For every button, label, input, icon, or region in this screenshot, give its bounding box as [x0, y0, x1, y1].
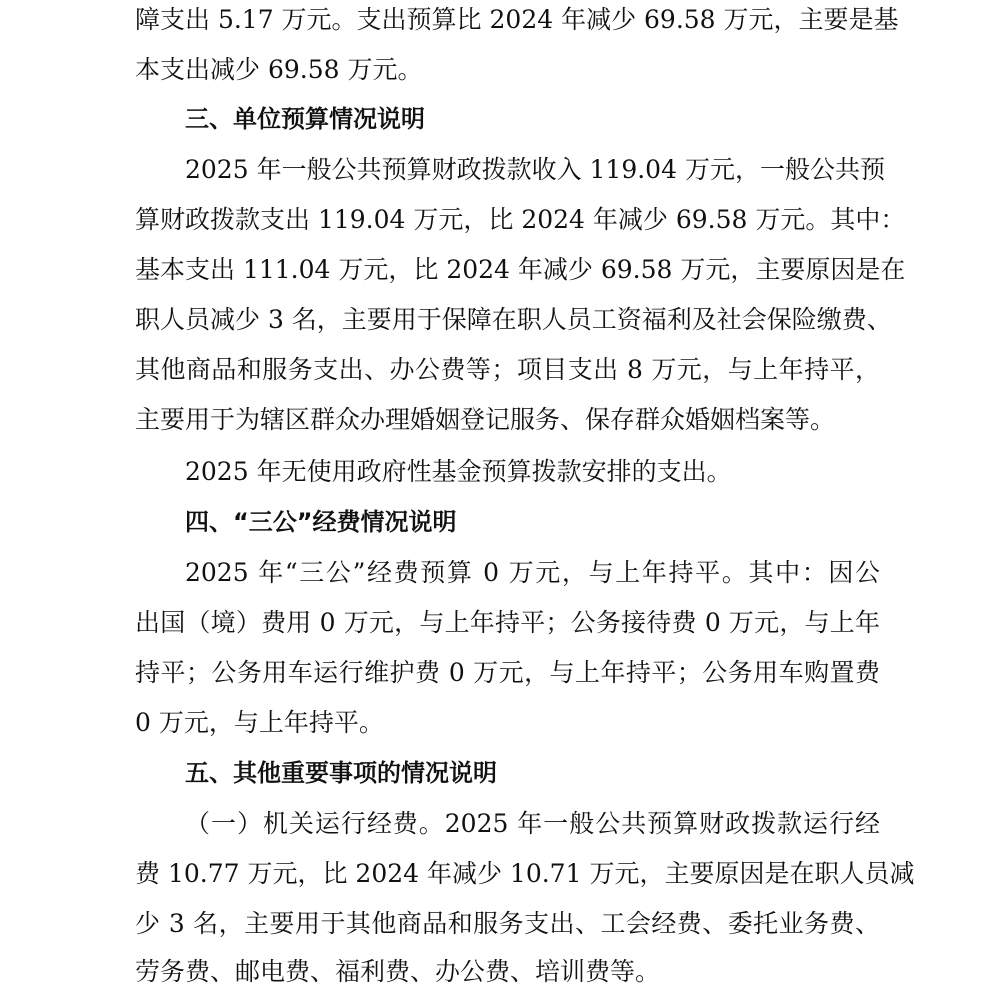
- paragraph-line: 其他商品和服务支出、办公费等；项目支出 8 万元，与上年持平，: [135, 355, 880, 384]
- section-heading-5: 五、其他重要事项的情况说明: [185, 759, 497, 787]
- paragraph-line: 职人员减少 3 名，主要用于保障在职人员工资福利及社会保险缴费、: [135, 305, 892, 334]
- paragraph-line: 基本支出 111.04 万元，比 2024 年减少 69.58 万元，主要原因是在: [135, 255, 906, 284]
- paragraph-line: 主要用于为辖区群众办理婚姻登记服务、保存群众婚姻档案等。: [135, 405, 836, 434]
- paragraph-line: 费 10.77 万元，比 2024 年减少 10.71 万元，主要原因是在职人员减: [135, 859, 915, 888]
- paragraph-line: 障支出 5.17 万元。支出预算比 2024 年减少 69.58 万元，主要是基: [135, 5, 899, 34]
- paragraph-line: 劳务费、邮电费、福利费、办公费、培训费等。: [135, 957, 661, 986]
- section-heading-4: 四、“三公”经费情况说明: [185, 508, 457, 536]
- paragraph-line: （一）机关运行经费。2025 年一般公共预算财政拨款运行经: [185, 809, 880, 838]
- paragraph-line: 2025 年一般公共预算财政拨款收入 119.04 万元，一般公共预: [185, 155, 885, 184]
- paragraph-line: 少 3 名，主要用于其他商品和服务支出、工会经费、委托业务费、: [135, 909, 880, 938]
- paragraph-line: 0 万元，与上年持平。: [135, 708, 384, 737]
- paragraph-line: 持平；公务用车运行维护费 0 万元，与上年持平；公务用车购置费: [135, 658, 880, 687]
- paragraph-line: 本支出减少 69.58 万元。: [135, 55, 423, 84]
- section-heading-3: 三、单位预算情况说明: [185, 105, 425, 133]
- paragraph-line: 算财政拨款支出 119.04 万元，比 2024 年减少 69.58 万元。其中：: [135, 205, 906, 234]
- paragraph-line: 2025 年无使用政府性基金预算拨款安排的支出。: [185, 457, 732, 486]
- paragraph-line: 出国（境）费用 0 万元，与上年持平；公务接待费 0 万元，与上年: [135, 608, 880, 637]
- paragraph-line: 2025 年“三公”经费预算 0 万元，与上年持平。其中：因公: [185, 558, 880, 587]
